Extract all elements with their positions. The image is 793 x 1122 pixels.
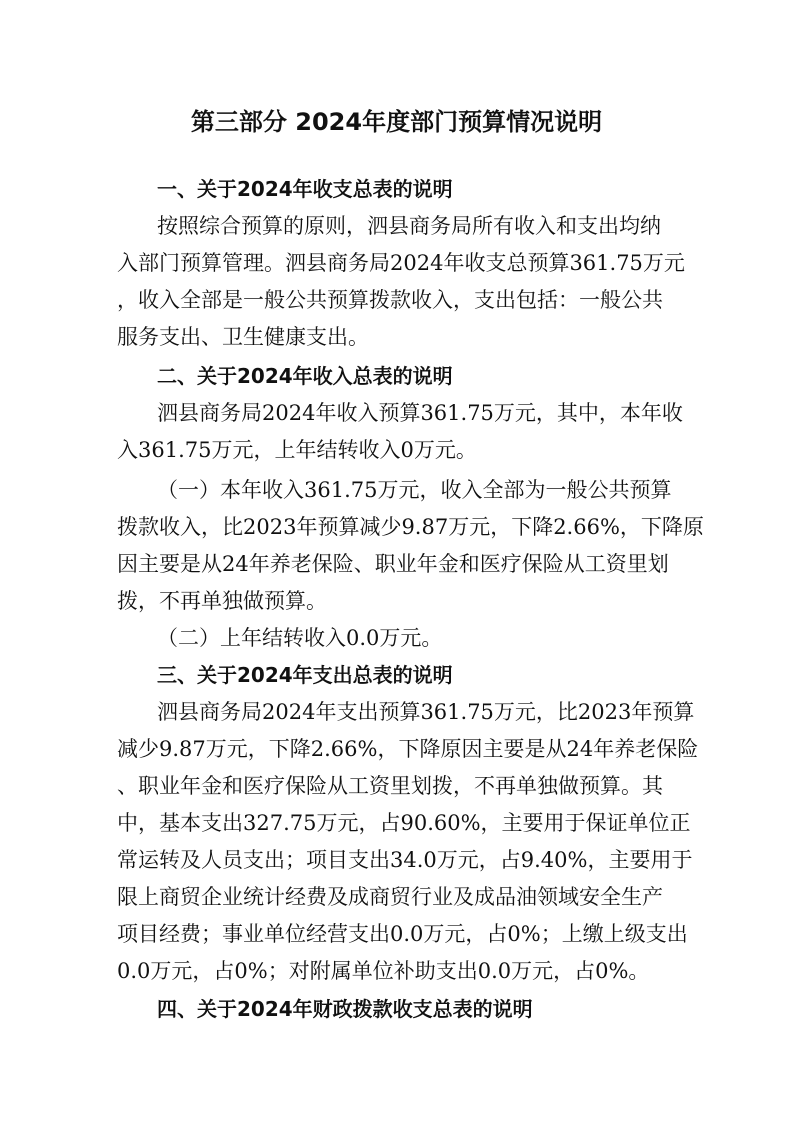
paragraph-line: 中，基本支出327.75万元，占90.60%，主要用于保证单位正 [117, 811, 691, 835]
paragraph-line: 、职业年金和医疗保险从工资里划拨，不再单独做预算。其 [117, 774, 663, 798]
section-2-paragraph-3 [117, 620, 682, 657]
paragraph-line: 限上商贸企业统计经费及成商贸行业及成品油领域安全生产 [117, 885, 663, 909]
paragraph-line: 泗县商务局2024年收入预算361.75万元，其中，本年收 [157, 401, 683, 425]
paragraph-line: 0.0万元，占0%；对附属单位补助支出0.0万元，占0%。 [117, 959, 650, 983]
paragraph-line: 入361.75万元，上年结转收入0万元。 [117, 438, 477, 462]
section-3-paragraph-1 [117, 694, 699, 990]
section-heading-4: 四、关于2024年财政拨款收支总表的说明 [157, 997, 533, 1021]
paragraph-line: 减少9.87万元，下降2.66%，下降原因主要是从24年养老保险 [117, 737, 699, 761]
paragraph-line: （二）上年结转收入0.0万元。 [157, 626, 443, 650]
paragraph-line: 常运转及人员支出；项目支出34.0万元，占9.40%，主要用于 [117, 848, 693, 872]
section-heading-2: 二、关于2024年收入总表的说明 [157, 364, 453, 388]
paragraph-line: （一）本年收入361.75万元，收入全部为一般公共预算 [157, 478, 672, 502]
section-2-paragraph-1 [117, 395, 682, 469]
paragraph-line: 入部门预算管理。泗县商务局2024年收支总预算361.75万元 [117, 251, 685, 275]
section-2-paragraph-2 [117, 472, 704, 620]
paragraph-line: ，收入全部是一般公共预算拨款收入，支出包括：一般公共 [117, 288, 663, 312]
paragraph-line: 服务支出、卫生健康支出。 [117, 325, 369, 349]
paragraph-line: 因主要是从24年养老保险、职业年金和医疗保险从工资里划 [117, 552, 669, 576]
section-heading-1: 一、关于2024年收支总表的说明 [157, 177, 453, 201]
section-1-paragraph-1 [117, 208, 685, 356]
paragraph-line: 按照综合预算的原则，泗县商务局所有收入和支出均纳 [157, 214, 661, 238]
paragraph-line: 项目经费；事业单位经营支出0.0万元，占0%；上缴上级支出 [117, 922, 688, 946]
paragraph-line: 泗县商务局2024年支出预算361.75万元，比2023年预算 [157, 700, 695, 724]
paragraph-line: 拨款收入，比2023年预算减少9.87万元，下降2.66%，下降原 [117, 515, 704, 539]
section-heading-3: 三、关于2024年支出总表的说明 [157, 663, 453, 687]
page-title: 第三部分 2024年度部门预算情况说明 [190, 108, 603, 136]
paragraph-line: 拨，不再单独做预算。 [117, 589, 327, 613]
